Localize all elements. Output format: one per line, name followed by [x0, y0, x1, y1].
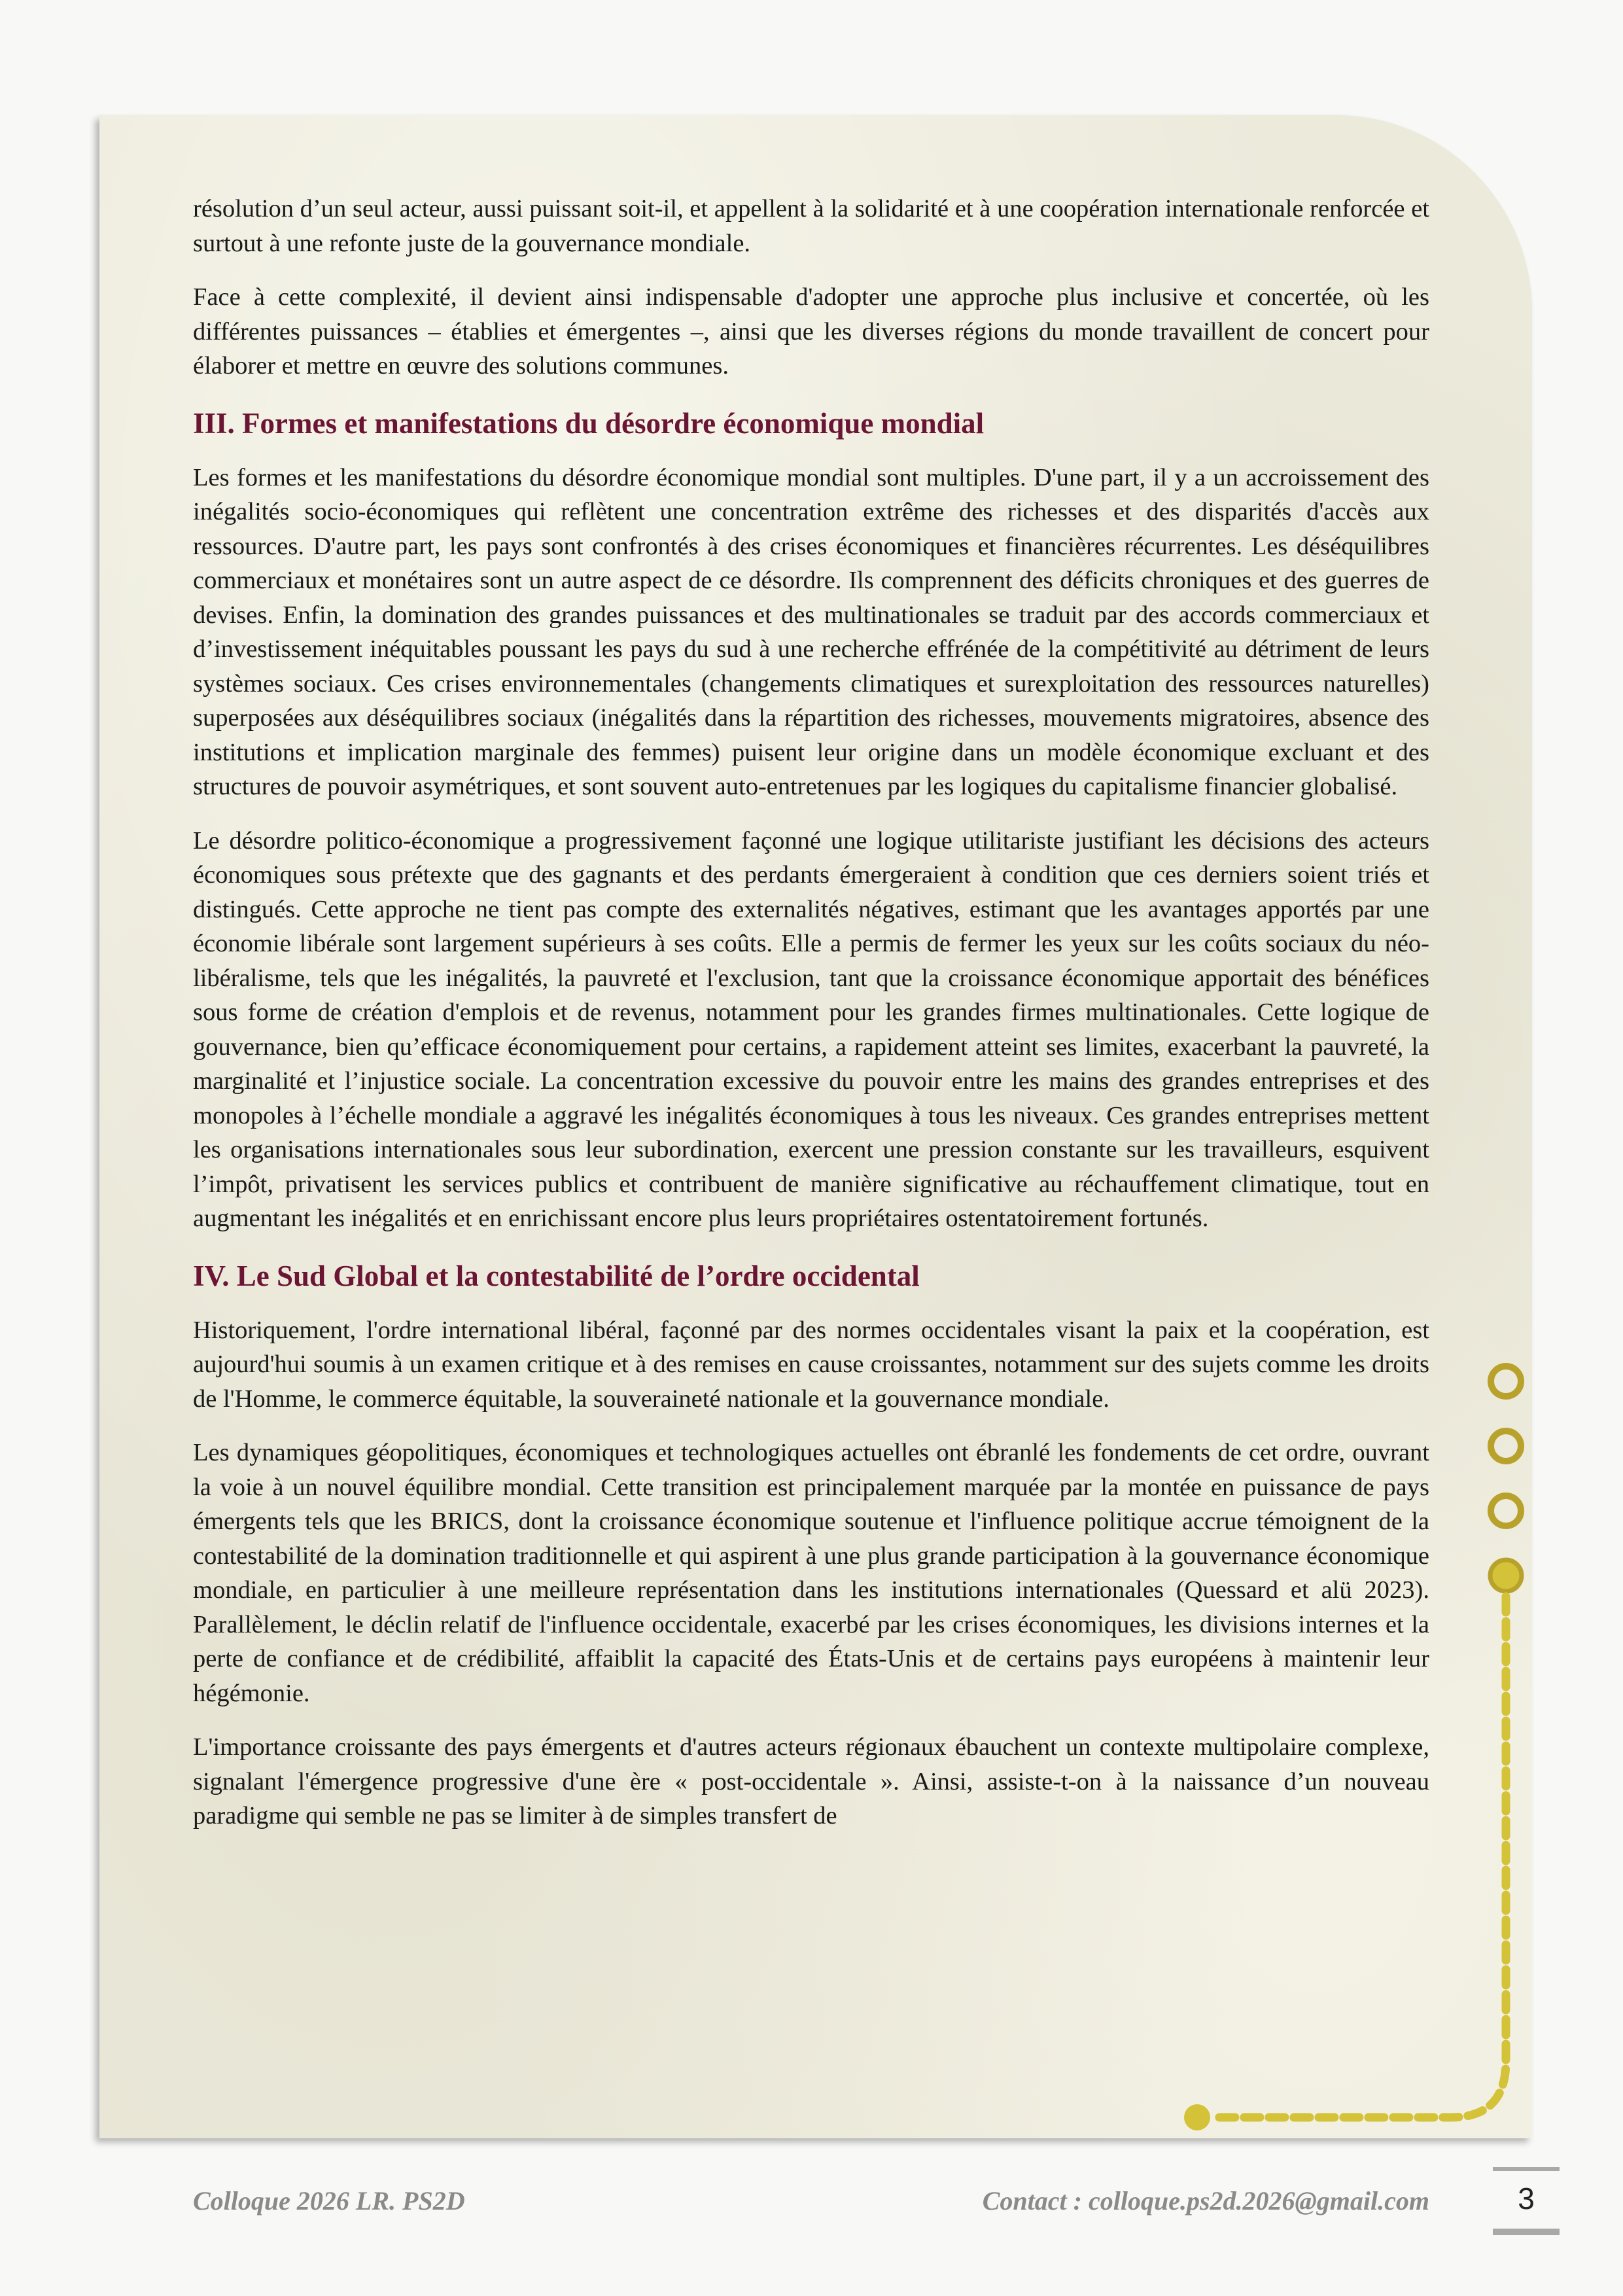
timeline-ring-3	[1491, 1496, 1521, 1526]
section-heading-iii: III. Formes et manifestations du désordre économique mondial	[193, 406, 985, 440]
paragraph: Historiquement, l'ordre international libéral, façonné par des normes occidentales visant la paix et la coopération, est aujourd'hui soumis à un examen critique et à des remises en cause croissantes, notamment sur des sujets comme les droits de l'Homme, le commerce équitable, la souveraineté nationale et la gouvernance mondiale.	[193, 1316, 1429, 1413]
timeline-ring-1	[1491, 1366, 1521, 1396]
timeline-dot-filled	[1490, 1560, 1522, 1591]
timeline-end-dot	[1184, 2104, 1210, 2130]
paragraph: L'importance croissante des pays émergents et d'autres acteurs régionaux ébauchent un contexte multipolaire complexe, signalant l'émergence progressive d'une ère « post-occidentale ». Ainsi, assiste-t-on à la naissance d’un nouveau paradigme qui semble ne pas se limiter à de simples transfert de	[193, 1733, 1429, 1829]
footer-conference-name: Colloque 2026 LR. PS2D	[193, 2186, 465, 2216]
paragraph: résolution d’un seul acteur, aussi puissant soit-il, et appellent à la solidarité et à une coopération internationale renforcée et surtout à une refonte juste de la gouvernance mondiale.	[193, 195, 1429, 257]
paragraph: Les formes et les manifestations du désordre économique mondial sont multiples. D'une part, il y a un accroissement des inégalités socio-économiques qui reflètent une concentration extrême des richesses et des disparités d'accès aux ressources. D'autre part, les pays sont confrontés à des crises économiques et financières récurrentes. Les déséquilibres commerciaux et monétaires sont un autre aspect de ce désordre. Ils comprennent des déficits chroniques et des guerres de devises. Enfin, la domination des grandes puissances et des multinationales se traduit par des accords commerciaux et d’investissement inéquitables poussant les pays du sud à une recherche effrénée de la compétitivité au détriment de leurs systèmes sociaux. Ces crises environnementales (changements climatiques et surexploitation des ressources naturelles) superposées aux déséquilibres sociaux (inégalités dans la répartition des richesses, mouvements migratoires, absence des institutions et implication marginale des femmes) puisent leur origine dans un modèle économique excluant et des structures de pouvoir asymétriques, et sont souvent auto-entretenues par les logiques du capitalisme financier globalisé.	[193, 463, 1429, 800]
footer-contact: Contact : colloque.ps2d.2026@gmail.com	[982, 2186, 1429, 2216]
section-heading-iv: IV. Le Sud Global et la contestabilité de l’ordre occidental	[193, 1259, 920, 1292]
timeline-ring-2	[1491, 1431, 1521, 1461]
paragraph: Les dynamiques géopolitiques, économiques et technologiques actuelles ont ébranlé les fondements de cet ordre, ouvrant la voie à un nouvel équilibre mondial. Cette transition est principalement marquée par la montée en puissance de pays émergents tels que les BRICS, dont la croissance économique soutenue et l'influence politique accrue témoignent de la contestabilité de la domination traditionnelle et qui aspirent à une plus grande participation à la gouvernance économique mondiale, en particulier à une meilleure représentation dans les institutions internationales (Quessard et alü 2023). Parallèlement, le déclin relatif de l'influence occidentale, exacerbé par les crises économiques, les divisions internes et la perte de confiance et de crédibilité, affaiblit la capacité des États-Unis et de certains pays européens à maintenir leur hégémonie.	[193, 1439, 1429, 1707]
paragraph: Le désordre politico-économique a progressivement façonné une logique utilitariste justifiant les décisions des acteurs économiques sous prétexte que des gagnants et des perdants émergeraient à condition que ces derniers soient triés et distingués. Cette approche ne tient pas compte des externalités négatives, estimant que les avantages apportés par une économie libérale sont largement supérieurs à ses coûts. Elle a permis de fermer les yeux sur les coûts sociaux du néo-libéralisme, tels que les inégalités, la pauvreté et l'exclusion, tant que la croissance économique apportait des bénéfices sous forme de création d'emplois et de revenus, notamment pour les grandes firmes multinationales. Cette logique de gouvernance, bien qu’efficace économiquement pour certains, a rapidement atteint ses limites, exacerbant la pauvreté, la marginalité et l’injustice sociale. La concentration excessive du pouvoir entre les mains des grandes entreprises et des monopoles à l’échelle mondiale a aggravé les inégalités économiques à tous les niveaux. Ces grandes entreprises mettent les organisations internationales sous leur subordination, exercent une pression constante sur les travailleurs, esquivent l’impôt, privatisent les services publics et contribuent de manière significative au réchauffement climatique, tout en augmentant les inégalités et en enrichissant encore plus leurs propriétaires ostentatoirement fortunés.	[193, 826, 1429, 1232]
page-number: 3	[1493, 2167, 1560, 2235]
paragraph: Face à cette complexité, il devient ainsi indispensable d'adopter une approche plus inclusive et concertée, où les différentes puissances – établies et émergentes –, ainsi que les diverses régions du monde travaillent de concert pour élaborer et mettre en œuvre des solutions communes.	[193, 283, 1429, 380]
document-body	[193, 192, 1429, 1853]
